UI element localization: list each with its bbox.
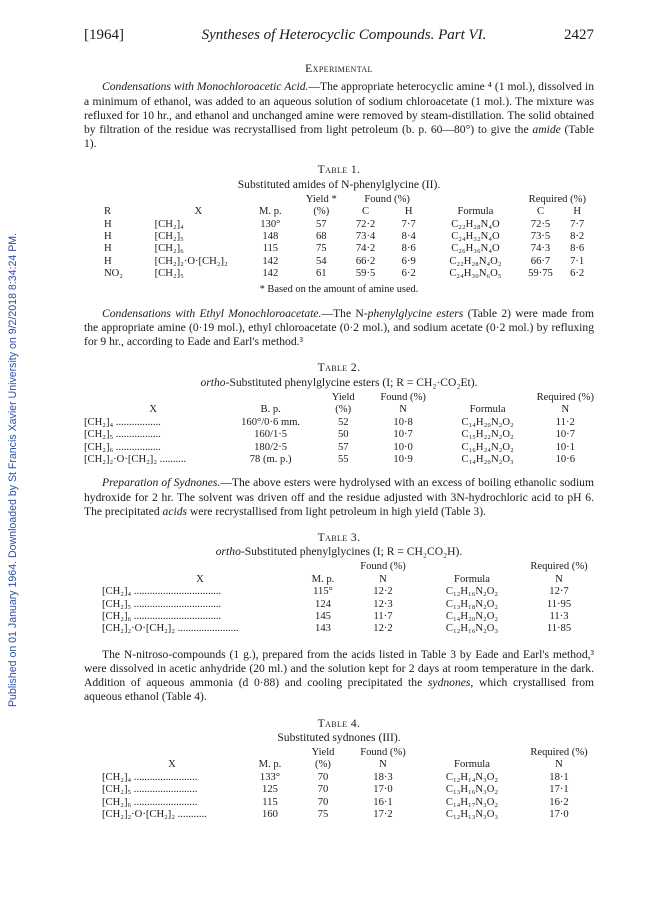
provenance-text: Published on 01 January 1964. Downloaded by St Francis Xavier University on 9/2/2018 8:34:24 PM. — [7, 232, 19, 708]
column-header: Found (%) — [360, 561, 406, 573]
paragraph-text: —The above esters were hydrolysed with an excess of boiling ethanolic sodium hydroxide for 2 hr. The solvent was driven off and the residue adjusted with 3N-hydrochloric acid to pH 6. The precipitated — [84, 476, 594, 518]
table-row — [102, 623, 592, 635]
emphasis: sydnones — [427, 676, 471, 690]
cell-x: [CH₂]₄ ................................. — [102, 586, 222, 598]
column-header: Found (%) — [380, 391, 426, 403]
cell-rh: 8·2 — [570, 231, 585, 243]
table-row — [102, 772, 592, 784]
page-number: 2427 — [563, 27, 594, 43]
cell-n: 11·7 — [373, 610, 393, 622]
paragraph-monochloroacetic — [84, 80, 594, 151]
column-header: M. p. — [258, 759, 282, 771]
emphasis: acids — [162, 504, 188, 518]
cell-c: 73·4 — [355, 231, 376, 243]
cell-x: [CH₂]₄ ........................ — [102, 771, 198, 783]
title-text: -Substituted phenylglycine esters (I; R = CH₂·CO₂Et). — [225, 375, 478, 389]
paragraph-lead: Condensations with Ethyl Monochloroacetate. — [102, 306, 322, 320]
table1-caption: Table 1. — [317, 163, 361, 177]
cell-mp: 133° — [259, 771, 281, 783]
cell-h: 6·9 — [401, 255, 416, 267]
cell-rn: 11·85 — [546, 623, 572, 635]
cell-rc: 73·5 — [530, 231, 551, 243]
cell-mp: 115 — [262, 796, 278, 808]
table-row — [104, 231, 594, 243]
cell-mp: 115° — [313, 586, 333, 598]
cell-formula: C₁₆H₂₄N₂O₂ — [461, 441, 514, 453]
cell-n: 17·0 — [373, 784, 393, 796]
cell-n: 10·9 — [393, 453, 413, 465]
table2 — [84, 392, 594, 466]
cell-mp: 148 — [262, 231, 279, 243]
table-header-row — [104, 206, 594, 218]
cell-n: 16·1 — [373, 796, 393, 808]
cell-rn: 17·1 — [549, 784, 569, 796]
table4-caption: Table 4. — [317, 716, 361, 730]
cell-c: 59·5 — [355, 268, 376, 280]
cell-r: H — [104, 243, 112, 255]
cell-x: [CH₂]₂·O·[CH₂]₂ — [154, 255, 228, 267]
column-header: Formula — [454, 759, 490, 771]
cell-formula: C₁₂H₁₃N₃O₃ — [445, 809, 499, 821]
title-emphasis: ortho — [200, 375, 226, 389]
cell-x: [CH₂]₆ ........................ — [102, 796, 198, 808]
cell-rh: 8·6 — [570, 243, 585, 255]
cell-x: [CH₂]₂·O·[CH₂]₂ ....................... — [102, 623, 239, 635]
cell-mp: 143 — [315, 623, 331, 635]
column-header: Required (%) — [530, 561, 588, 573]
cell-r: H — [104, 255, 112, 267]
cell-r: H — [104, 218, 112, 230]
cell-rc: 59·75 — [528, 268, 553, 280]
cell-h: 7·7 — [401, 218, 416, 230]
table-row — [102, 586, 592, 598]
cell-yield: 57 — [316, 218, 327, 230]
table-row — [84, 454, 594, 466]
cell-formula: C₁₄H₂₀N₂O₃ — [461, 453, 514, 465]
cell-rh: 7·1 — [570, 255, 585, 267]
cell-mp: 125 — [262, 784, 278, 796]
paragraph-lead: Condensations with Monochloroacetic Acid. — [102, 80, 309, 94]
cell-rn: 10·1 — [555, 441, 575, 453]
column-header: X — [194, 206, 203, 218]
table-row — [102, 599, 592, 611]
cell-formula: C₂₂H₂₈N₄O₂ — [449, 255, 502, 267]
column-header: X — [196, 573, 204, 585]
cell-x: [CH₂]₆ ................. — [84, 441, 161, 453]
cell-rn: 10·7 — [555, 429, 575, 441]
cell-formula: C₁₅H₂₂N₂O₂ — [461, 429, 514, 441]
cell-yield: 50 — [337, 429, 349, 441]
cell-formula: C₂₄H₃₀N₆O₅ — [449, 268, 502, 280]
cell-formula: C₁₂H₁₆N₂O₂ — [445, 586, 499, 598]
title-text: -Substituted phenylglycines (I; R = CH₂CO₂H). — [240, 545, 463, 559]
column-header: H — [573, 206, 581, 218]
column-header: B. p. — [260, 404, 281, 416]
table-row — [84, 417, 594, 429]
cell-bp: 160°/0·6 mm. — [241, 416, 301, 428]
column-header: N — [379, 573, 387, 585]
cell-bp: 78 (m. p.) — [249, 453, 292, 465]
cell-bp: 160/1·5 — [254, 429, 288, 441]
cell-c: 72·2 — [355, 218, 376, 230]
cell-mp: 115 — [262, 243, 279, 255]
column-header: X — [149, 404, 158, 416]
table-header-row — [84, 404, 594, 416]
cell-n: 10·7 — [393, 429, 413, 441]
table-header-row — [104, 194, 594, 206]
table-header-row — [102, 561, 592, 573]
cell-formula: C₁₄H₂₀N₂O₂ — [461, 416, 514, 428]
cell-yield: 55 — [337, 453, 349, 465]
cell-x: [CH₂]₆ — [154, 243, 184, 255]
table-row — [104, 268, 594, 280]
cell-n: 12·3 — [373, 598, 393, 610]
table-row — [104, 256, 594, 268]
article-title: Syntheses of Heterocyclic Compounds. Part VI. — [201, 27, 487, 43]
cell-mp: 130° — [260, 218, 281, 230]
cell-x: [CH₂]₆ ................................. — [102, 610, 222, 622]
paragraph-text: (Table 2) were made from the appropriate amine (0·19 mol.), ethyl chloroacetate (0·2 mol.), and sodium acetate (0·2 mol.) by refluxing for 9 hr., according to Eade and Earl's method.³ — [84, 306, 594, 349]
cell-x: [CH₂]₅ ................. — [84, 429, 161, 441]
column-header: N — [561, 404, 570, 416]
cell-mp: 142 — [262, 268, 279, 280]
column-header: Found (%) — [360, 747, 406, 758]
cell-rn: 17·0 — [549, 809, 569, 821]
paragraph-text: The N-nitroso-compounds (1 g.), prepared from the acids listed in Table 3 by Eade and Earl's method,³ were dissolved in acetic anhydride (20 ml.) and the solution kept for 2 days at room temperature in the dark. Addition of aqueous ammonia (d 0·88) and cooling precipitated the — [84, 647, 594, 690]
paragraph-text: , which crystallised from aqueous ethanol (Table 4). — [84, 676, 595, 704]
cell-rc: 66·7 — [530, 255, 551, 267]
column-header: N — [399, 404, 407, 416]
column-header: C — [536, 206, 545, 218]
provenance-sidebar — [0, 0, 26, 912]
cell-x: [CH₂]₅ — [154, 268, 184, 280]
cell-yield: 68 — [316, 231, 327, 243]
column-header: Yield * — [305, 193, 337, 205]
column-header: R — [104, 206, 112, 218]
cell-n: 12·2 — [373, 623, 393, 635]
table1-footnote: * Based on the amount of amine used. — [259, 283, 419, 295]
cell-formula: C₁₂H₁₆N₂O₃ — [445, 623, 499, 635]
column-header: Yield — [311, 747, 335, 758]
page-body — [84, 28, 594, 821]
cell-rn: 11·95 — [546, 598, 572, 610]
column-header: Yield — [331, 391, 355, 403]
cell-formula: C₁₃H₁₆N₃O₂ — [445, 784, 499, 796]
cell-rn: 12·7 — [549, 586, 569, 598]
cell-rc: 74·3 — [530, 243, 551, 255]
cell-formula: C₁₄H₁₇N₃O₂ — [445, 796, 499, 808]
cell-rh: 7·7 — [570, 218, 585, 230]
table4 — [102, 747, 592, 821]
cell-yield: 70 — [317, 784, 329, 796]
cell-mp: 160 — [262, 809, 278, 821]
cell-yield: 75 — [316, 243, 327, 255]
table-row — [104, 243, 594, 255]
table3-title — [84, 545, 594, 559]
cell-n: 12·2 — [373, 586, 393, 598]
cell-rn: 11·2 — [555, 416, 575, 428]
column-header: Formula — [454, 573, 490, 585]
table-row — [84, 442, 594, 454]
cell-rn: 16·2 — [549, 796, 569, 808]
cell-yield: 52 — [337, 416, 349, 428]
cell-yield: 61 — [316, 268, 327, 280]
table1 — [104, 194, 594, 281]
table3-caption: Table 3. — [317, 530, 361, 544]
column-header: Formula — [457, 206, 494, 218]
table2-title — [84, 376, 594, 390]
column-header: N — [555, 573, 563, 585]
running-header — [84, 28, 594, 42]
cell-formula: C₁₂H₁₄N₃O₂ — [445, 771, 499, 783]
cell-formula: C₁₃H₁₈N₂O₂ — [445, 598, 499, 610]
cell-formula: C₂₂H₂₈N₄O — [451, 218, 500, 230]
cell-rn: 10·6 — [555, 453, 575, 465]
cell-r: H — [104, 231, 112, 243]
table-row — [102, 809, 592, 821]
cell-rn: 11·3 — [549, 610, 569, 622]
table-row — [102, 797, 592, 809]
cell-x: [CH₂]₅ ................................. — [102, 598, 222, 610]
column-header: X — [168, 759, 176, 771]
table-row — [84, 429, 594, 441]
cell-rc: 72·5 — [530, 218, 551, 230]
cell-h: 8·4 — [401, 231, 416, 243]
column-header: Required (%) — [528, 193, 586, 205]
paragraph-sydnone-preparation — [84, 476, 594, 519]
column-header: Required (%) — [536, 391, 594, 403]
cell-x: [CH₂]₅ — [154, 231, 184, 243]
paragraph-text: —The appropriate heterocyclic amine ⁴ (1 mol.), dissolved in a minimum of ethanol, was added to an aqueous solution of sodium chloroacetate (1 mol.). The mixture was refluxed for 10 hr., and ethanol and unchanged amine were removed by steam-distillation. The solid obtained by filtration of the residue was recrystallised from light petroleum (b. p. 60—80°) to give the — [84, 80, 595, 137]
cell-n: 18·3 — [373, 771, 393, 783]
journal-year: [1964] — [84, 27, 124, 43]
cell-x: [CH₂]₅ ........................ — [102, 784, 198, 796]
column-header: N — [379, 759, 387, 771]
cell-x: [CH₂]₄ — [154, 218, 184, 230]
cell-c: 74·2 — [355, 243, 376, 255]
cell-n: 10·8 — [393, 416, 413, 428]
table1-title: Substituted amides of N-phenylglycine (II). — [237, 177, 441, 191]
cell-h: 6·2 — [401, 268, 416, 280]
column-header: (%) — [335, 404, 352, 416]
column-header: N — [555, 759, 563, 771]
paragraph-text: (Table 1). — [84, 123, 594, 151]
paragraph-ethyl-monochloroacetate — [84, 307, 594, 350]
cell-x: [CH₂]₄ ................. — [84, 416, 161, 428]
cell-yield: 70 — [317, 771, 329, 783]
cell-r: NO₂ — [104, 268, 123, 280]
column-header: Required (%) — [530, 747, 588, 758]
table-row — [104, 219, 594, 231]
cell-h: 8·6 — [401, 243, 416, 255]
cell-mp: 145 — [315, 610, 331, 622]
table-row — [102, 784, 592, 796]
cell-formula: C₂₆H₃₆N₄O — [451, 243, 500, 255]
cell-yield: 54 — [316, 255, 327, 267]
cell-formula: C₁₄H₂₀N₂O₂ — [445, 610, 499, 622]
table2-caption: Table 2. — [317, 361, 361, 375]
table-header-row — [84, 392, 594, 404]
table-header-row — [102, 759, 592, 771]
paragraph-text: were recrystallised from light petroleum in high yield (Table 3). — [187, 504, 486, 518]
table4-title: Substituted sydnones (III). — [277, 730, 401, 744]
cell-bp: 180/2·5 — [254, 441, 288, 453]
cell-formula: C₂₄H₃₂N₄O — [451, 231, 500, 243]
cell-n: 10·0 — [393, 441, 413, 453]
column-header: C — [362, 206, 370, 218]
column-header: (%) — [313, 206, 330, 218]
table-header-row — [102, 574, 592, 586]
column-header: Formula — [469, 404, 506, 416]
cell-x: [CH₂]₂·O·[CH₂]₂ ........... — [102, 809, 207, 821]
cell-mp: 124 — [315, 598, 331, 610]
cell-n: 17·2 — [373, 809, 393, 821]
table-row — [102, 611, 592, 623]
column-header: H — [404, 206, 413, 218]
cell-yield: 75 — [317, 809, 329, 821]
cell-x: [CH₂]₂·O·[CH₂]₂ .......... — [84, 453, 187, 465]
title-emphasis: ortho — [215, 545, 241, 559]
table-header-row — [102, 747, 592, 759]
table3 — [102, 561, 592, 635]
cell-c: 66·2 — [355, 255, 376, 267]
emphasis: amide — [532, 123, 561, 137]
cell-yield: 57 — [337, 441, 349, 453]
paragraph-lead: Preparation of Sydnones. — [102, 476, 221, 490]
column-header: M. p. — [311, 573, 335, 585]
cell-mp: 142 — [262, 255, 279, 267]
paragraph-text: —The N- — [321, 306, 368, 320]
cell-yield: 70 — [317, 796, 329, 808]
cell-rh: 6·2 — [570, 268, 585, 280]
paragraph-nitroso — [84, 648, 594, 705]
column-header: Found (%) — [364, 193, 410, 205]
section-title: Experimental — [305, 62, 373, 76]
column-header: (%) — [315, 759, 331, 771]
cell-rn: 18·1 — [549, 771, 569, 783]
column-header: M. p. — [258, 206, 282, 218]
emphasis: phenylglycine esters — [367, 306, 464, 320]
